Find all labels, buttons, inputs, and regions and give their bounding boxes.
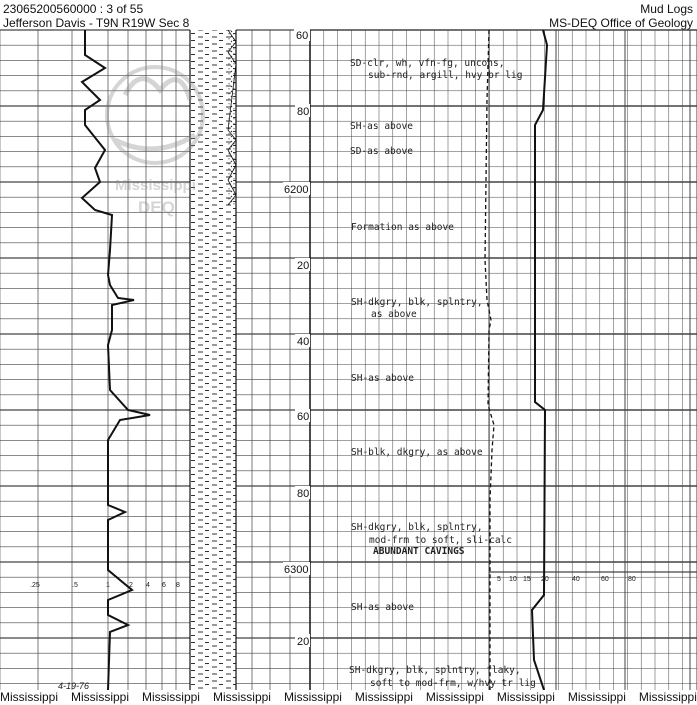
depth-label: 60 — [296, 30, 309, 42]
left-scale-label: 4 — [146, 582, 150, 589]
footer-text: Mississippi — [212, 690, 271, 704]
depth-label: 40 — [297, 336, 310, 348]
right-scale-label: 15 — [523, 576, 531, 583]
description-line: soft to mod-frm, w/hvy tr lig — [370, 678, 536, 689]
lithology-descriptions — [349, 58, 536, 689]
description-line: SH-dkgry, blk, splntry, — [351, 522, 483, 533]
description-line: SH-as above — [350, 121, 413, 132]
description-line: SH-as above — [351, 373, 414, 384]
footer-text: Mississippi — [638, 690, 697, 704]
description-line: SH-dkgry, blk, splntry, flaky, — [349, 665, 521, 676]
description-line: Formation as above — [351, 222, 454, 233]
description-line: sub-rnd, argill, hvy br lig — [368, 70, 523, 81]
depth-label: 6300 — [284, 564, 309, 576]
left-track-grid — [0, 30, 310, 690]
watermark-line: DEQ — [138, 198, 175, 217]
agency-name: MS-DEQ Office of Geology — [549, 16, 693, 30]
footer-text: Mississippi — [70, 690, 129, 704]
right-scale-label: 40 — [572, 576, 580, 583]
left-scale-labels — [30, 582, 180, 690]
description-line: as above — [371, 309, 417, 320]
footer-text: Mississippi — [354, 690, 413, 704]
left-scale-label: .25 — [30, 582, 40, 589]
depth-label: 80 — [297, 488, 310, 500]
description-line: SH-dkgry, blk, splntry, — [351, 297, 483, 308]
well-location: Jefferson Davis - T9N R19W Sec 8 — [3, 16, 190, 30]
footer-text: Mississippi — [141, 690, 200, 704]
mdeq-watermark — [107, 67, 203, 217]
depth-label: 20 — [297, 636, 310, 648]
depth-label: 80 — [297, 106, 310, 118]
footer-text: Mississippi — [0, 690, 59, 704]
left-scale-label: 6 — [162, 582, 166, 589]
left-log-curve — [82, 30, 150, 690]
right-scale-label: 20 — [541, 576, 549, 583]
right-scale-label: 5 — [497, 576, 501, 583]
description-line: ABUNDANT CAVINGS — [373, 546, 465, 557]
footer-watermark-row — [0, 690, 697, 705]
left-scale-label: 2 — [129, 582, 133, 589]
left-scale-label: 1 — [106, 582, 110, 589]
footer-text: Mississippi — [283, 690, 342, 704]
right-scale-label: 10 — [509, 576, 517, 583]
footer-text: Mississippi — [496, 690, 555, 704]
description-line: SH-blk, dkgry, as above — [351, 447, 483, 458]
depth-label: 6200 — [284, 184, 309, 196]
right-scale-label: 80 — [628, 576, 636, 583]
description-line: SD-clr, wh, vfn-fg, uncons, — [350, 58, 505, 69]
document-id: 23065200560000 : 3 of 55 — [3, 2, 144, 16]
description-line: SD-as above — [350, 146, 413, 157]
depth-label: 20 — [297, 260, 310, 272]
description-line: SH-as above — [351, 602, 414, 613]
document-type: Mud Logs — [640, 2, 693, 16]
watermark-line: Mississippi — [115, 177, 196, 194]
lithology-column — [190, 30, 236, 690]
depth-label: 60 — [297, 411, 310, 423]
left-scale-label: 8 — [176, 582, 180, 589]
description-line: mod-frm to soft, sli-calc — [369, 535, 512, 546]
left-scale-label: .5 — [72, 582, 78, 589]
footer-text: Mississippi — [567, 690, 626, 704]
footer-text: Mississippi — [425, 690, 484, 704]
right-scale-label: 60 — [601, 576, 609, 583]
handwritten-date: 4-19-76 — [58, 681, 90, 690]
